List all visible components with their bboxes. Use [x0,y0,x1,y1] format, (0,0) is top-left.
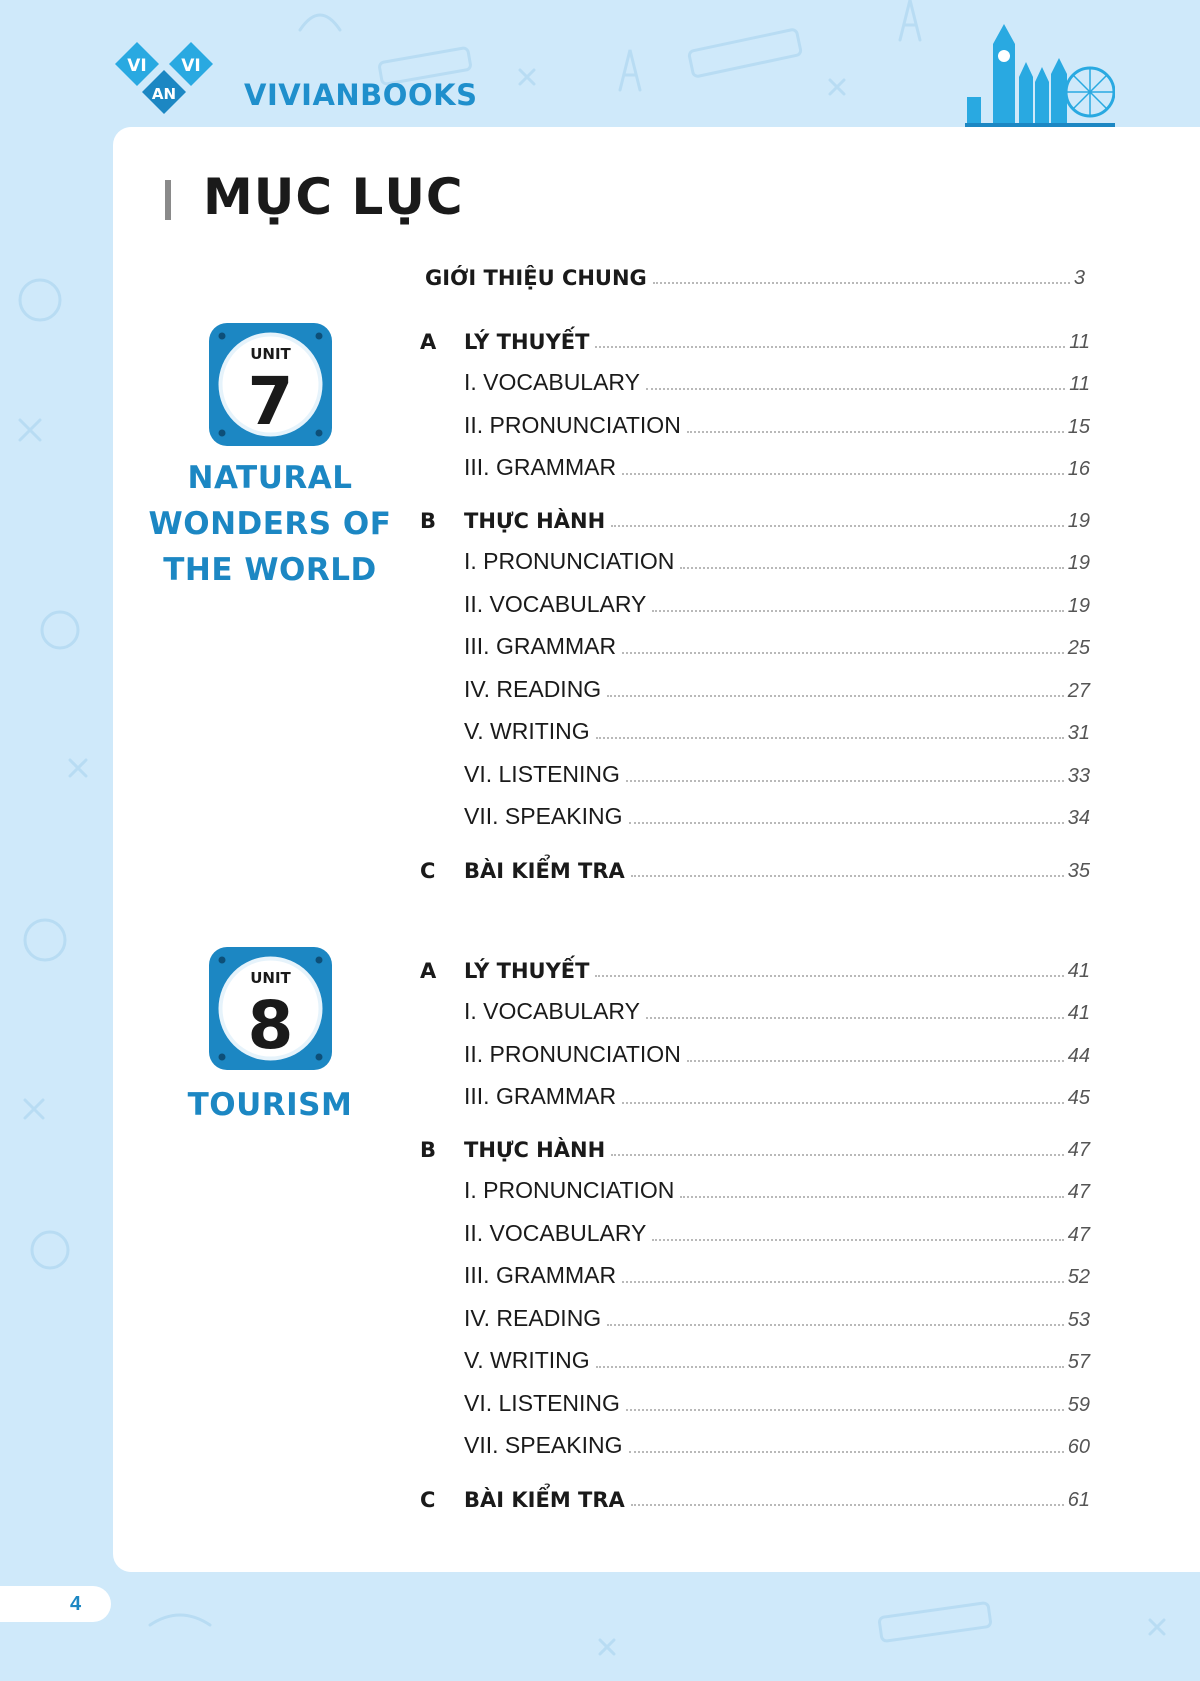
toc-section-entry[interactable] [464,1132,1090,1162]
toc-page-number: 47 [1067,1224,1090,1246]
toc-entry-label: IV. READING [464,676,602,702]
toc-section-entry[interactable] [464,324,1090,354]
svg-text:UNIT: UNIT [250,345,291,363]
toc-entry[interactable] [464,758,1090,788]
toc-page-number: 19 [1067,595,1090,617]
dot-leader [595,346,1065,348]
dot-leader [629,822,1064,824]
dot-leader [622,1281,1064,1283]
unit-name-line: THE WORLD [163,552,377,588]
dot-leader [646,388,1065,390]
toc-entry[interactable] [464,1080,1090,1110]
dot-leader [607,1324,1064,1326]
dot-leader [611,525,1064,527]
toc-page-number: 27 [1067,680,1090,702]
toc-entry[interactable] [464,451,1090,481]
toc-page-number: 41 [1067,960,1090,982]
unit-name-line: WONDERS OF [148,506,392,542]
toc-entry-label: I. VOCABULARY [464,369,640,395]
toc-entry-label: III. GRAMMAR [464,633,617,659]
dot-leader [596,737,1064,739]
toc-page-number: 41 [1067,1002,1090,1024]
toc-entry[interactable] [464,1259,1090,1289]
dot-leader [595,975,1063,977]
toc-entry-label: BÀI KIỂM TRA [464,1488,625,1512]
dot-leader [646,1017,1064,1019]
dot-leader [596,1366,1064,1368]
toc-entry[interactable] [464,366,1090,396]
dot-leader [687,1060,1064,1062]
dot-leader [687,431,1064,433]
dot-leader [629,1451,1064,1453]
toc-entry-label: LÝ THUYẾT [464,959,590,983]
toc-entry-label: I. PRONUNCIATION [464,1177,675,1203]
unit-name-line: NATURAL [187,460,353,496]
toc-page-number: 53 [1067,1309,1090,1331]
toc-entry-label: VI. LISTENING [464,761,620,787]
toc-page-number: 47 [1067,1139,1090,1161]
unit-7-name [130,455,410,593]
toc-entry[interactable] [464,1038,1090,1068]
dot-leader [626,1409,1064,1411]
unit-8-name [130,1082,410,1128]
dot-leader [680,567,1063,569]
dot-leader [652,610,1063,612]
toc-entry[interactable] [464,1302,1090,1332]
dot-leader [652,1239,1063,1241]
toc-entry-label: VII. SPEAKING [464,1432,623,1458]
toc-entry-label: III. GRAMMAR [464,1083,617,1109]
dot-leader [622,473,1064,475]
dot-leader [607,695,1064,697]
toc-page-number: 34 [1067,807,1090,829]
toc-page-number: 57 [1067,1351,1090,1373]
toc-entry-label: III. GRAMMAR [464,1262,617,1288]
toc-section-entry[interactable] [464,1482,1090,1512]
toc-entry-label: I. VOCABULARY [464,998,640,1024]
section-letter: B [420,1138,437,1162]
section-letter: C [420,859,436,883]
svg-text:7: 7 [247,363,294,440]
toc-section-entry[interactable] [464,953,1090,983]
toc-entry-label: THỰC HÀNH [464,1138,606,1162]
dot-leader [680,1196,1063,1198]
toc-page-number: 19 [1067,552,1090,574]
dot-leader [622,652,1064,654]
svg-text:UNIT: UNIT [250,969,291,987]
toc-page-number: 35 [1067,860,1090,882]
toc-page-number: 11 [1069,373,1090,395]
dot-leader [622,1102,1064,1104]
toc-page-number: 61 [1067,1489,1090,1511]
unit-8-badge [209,947,332,1070]
page-number-tab [0,1586,111,1622]
brand-name: VIVIANBOOKS [244,78,478,112]
vivianbooks-logo [113,40,228,122]
london-skyline-icon [965,22,1115,127]
toc-entry-label: VII. SPEAKING [464,803,623,829]
svg-text:VI: VI [127,56,147,76]
dot-leader [631,875,1064,877]
dot-leader [653,282,1070,284]
toc-section-entry[interactable] [464,853,1090,883]
toc-entry-label: II. PRONUNCIATION [464,412,681,438]
page-title: MỤC LỤC [203,168,464,226]
toc-entry[interactable] [464,995,1090,1025]
dot-leader [626,780,1064,782]
toc-page-number: 52 [1067,1266,1090,1288]
toc-entry[interactable] [464,630,1090,660]
toc-entry-label: THỰC HÀNH [464,509,606,533]
toc-page-number: 59 [1067,1394,1090,1416]
toc-entry[interactable] [464,409,1090,439]
svg-text:8: 8 [247,987,294,1064]
toc-entry-label: GIỚI THIỆU CHUNG [425,266,647,290]
toc-entry[interactable] [464,545,1090,575]
toc-entry-label: VI. LISTENING [464,1390,620,1416]
toc-page-number: 15 [1067,416,1090,438]
toc-entry[interactable] [464,1429,1090,1459]
section-letter: A [420,959,437,983]
toc-page-number: 47 [1067,1181,1090,1203]
unit-7-badge [209,323,332,446]
unit-name-line: TOURISM [187,1087,353,1123]
toc-entry[interactable] [464,1344,1090,1374]
svg-text:VI: VI [181,56,201,76]
toc-entry-label: II. VOCABULARY [464,1220,647,1246]
toc-page-number: 45 [1067,1087,1090,1109]
toc-entry[interactable] [464,1174,1090,1204]
dot-leader [631,1504,1064,1506]
toc-page-number: 11 [1069,331,1090,353]
toc-entry-intro[interactable] [425,260,1085,290]
toc-page-number: 33 [1067,765,1090,787]
toc-entry-label: LÝ THUYẾT [464,330,590,354]
page-number: 4 [70,1593,82,1615]
svg-text:AN: AN [151,85,177,103]
toc-entry-label: II. PRONUNCIATION [464,1041,681,1067]
toc-entry-label: II. VOCABULARY [464,591,647,617]
toc-entry[interactable] [464,715,1090,745]
toc-page-number: 3 [1073,267,1085,289]
toc-entry-label: V. WRITING [464,1347,590,1373]
section-letter: A [420,330,437,354]
section-letter: C [420,1488,436,1512]
toc-entry-label: BÀI KIỂM TRA [464,859,625,883]
toc-section-entry[interactable] [464,503,1090,533]
toc-entry[interactable] [464,588,1090,618]
toc-entry[interactable] [464,1217,1090,1247]
toc-page-number: 44 [1067,1045,1090,1067]
toc-page-number: 16 [1067,458,1090,480]
dot-leader [611,1154,1064,1156]
section-letter: B [420,509,437,533]
toc-page-number: 25 [1067,637,1090,659]
toc-page-number: 19 [1067,510,1090,532]
toc-entry-label: V. WRITING [464,718,590,744]
toc-entry-label: I. PRONUNCIATION [464,548,675,574]
toc-page-number: 31 [1067,722,1090,744]
toc-entry[interactable] [464,800,1090,830]
toc-entry-label: IV. READING [464,1305,602,1331]
toc-entry[interactable] [464,673,1090,703]
toc-page-number: 60 [1067,1436,1090,1458]
toc-entry[interactable] [464,1387,1090,1417]
title-accent-bar [165,180,171,220]
toc-entry-label: III. GRAMMAR [464,454,617,480]
